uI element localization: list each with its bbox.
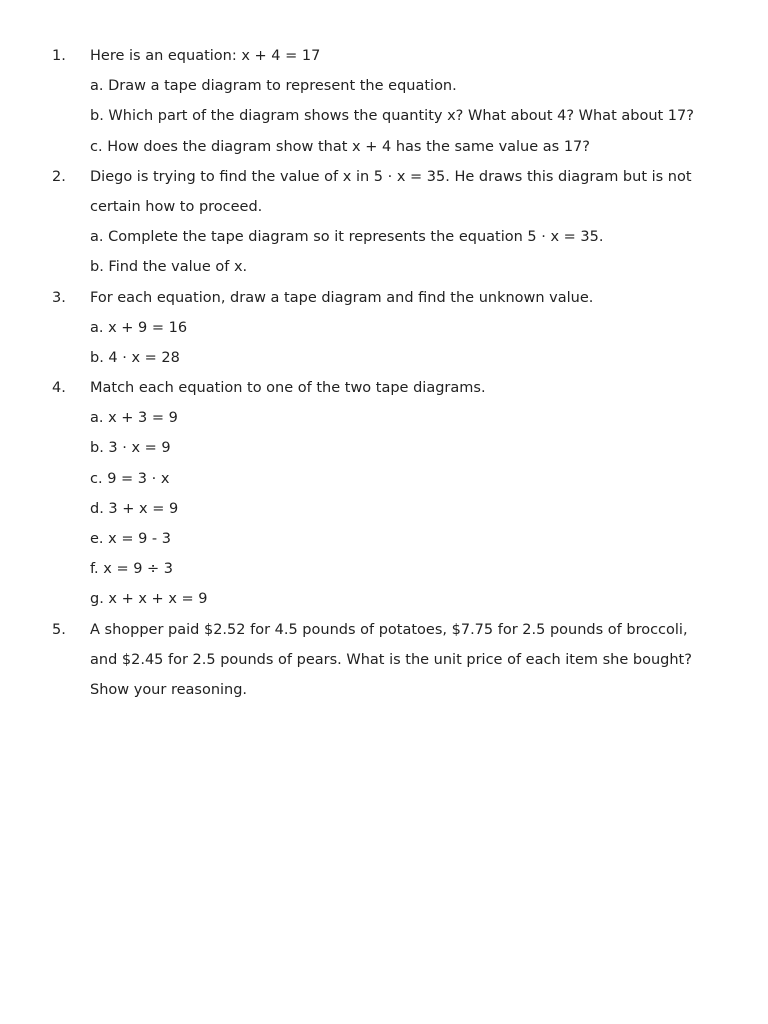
problem-1-part-a <box>0 71 768 101</box>
problem-text: Here is an equation: x + 4 = 17 <box>90 48 321 64</box>
problem-4-part-a <box>0 403 768 433</box>
part-text: b. Which part of the diagram shows the quantity x? What about 4? What about 17? <box>90 108 694 125</box>
problem-text: A shopper paid $2.52 for 4.5 pounds of potatoes, $7.75 for 2.5 pounds of broccoli, <box>90 621 688 638</box>
problem-text: For each equation, draw a tape diagram and find the unknown value. <box>90 289 594 306</box>
problem-text: Diego is trying to find the value of x in 5 · x = 35. He draws this diagram but is not <box>90 168 692 185</box>
problem-text-continued: certain how to proceed. <box>90 198 263 215</box>
problem-4 <box>0 373 768 403</box>
problem-text-continued: Show your reasoning. <box>90 681 248 698</box>
part-text: a. Complete the tape diagram so it represents the equation 5 · x = 35. <box>90 229 604 246</box>
part-text: f. x = 9 ÷ 3 <box>90 561 174 578</box>
problem-2-continued <box>0 192 768 222</box>
worksheet <box>0 41 768 705</box>
problem-1-part-b <box>0 101 768 131</box>
part-text: e. x = 9 - 3 <box>90 531 171 547</box>
problem-3-part-b <box>0 343 768 373</box>
problem-3-part-a <box>0 313 768 343</box>
problem-1 <box>0 41 768 71</box>
problem-4-part-d <box>0 494 768 524</box>
problem-number: 2. <box>52 168 66 185</box>
problem-4-part-f <box>0 554 768 584</box>
problem-2-part-b <box>0 252 768 282</box>
part-text: c. How does the diagram show that x + 4 has the same value as 17? <box>90 138 590 155</box>
problem-text: Match each equation to one of the two tape diagrams. <box>90 380 486 397</box>
problem-number: 1. <box>52 48 66 64</box>
problem-2-part-a <box>0 222 768 252</box>
problem-5-continued-2 <box>0 675 768 705</box>
problem-2 <box>0 162 768 192</box>
part-text: c. 9 = 3 · x <box>90 470 170 487</box>
problem-4-part-b <box>0 433 768 463</box>
part-text: a. Draw a tape diagram to represent the equation. <box>90 78 457 95</box>
part-text: a. x + 3 = 9 <box>90 410 178 427</box>
part-text: g. x + x + x = 9 <box>90 591 208 608</box>
problem-text-continued: and $2.45 for 2.5 pounds of pears. What is the unit price of each item she bought? <box>90 651 692 668</box>
part-text: a. x + 9 = 16 <box>90 319 188 336</box>
problem-4-part-e <box>0 524 768 554</box>
problem-5 <box>0 615 768 645</box>
part-text: b. 4 · x = 28 <box>90 349 180 366</box>
problem-5-continued <box>0 645 768 675</box>
problem-number: 5. <box>52 621 66 638</box>
part-text: d. 3 + x = 9 <box>90 500 179 517</box>
part-text: b. Find the value of x. <box>90 259 248 276</box>
problem-4-part-g <box>0 584 768 614</box>
problem-number: 3. <box>52 289 66 306</box>
part-text: b. 3 · x = 9 <box>90 440 171 457</box>
problem-number: 4. <box>52 380 66 397</box>
problem-4-part-c <box>0 464 768 494</box>
problem-1-part-c <box>0 132 768 162</box>
problem-3 <box>0 283 768 313</box>
